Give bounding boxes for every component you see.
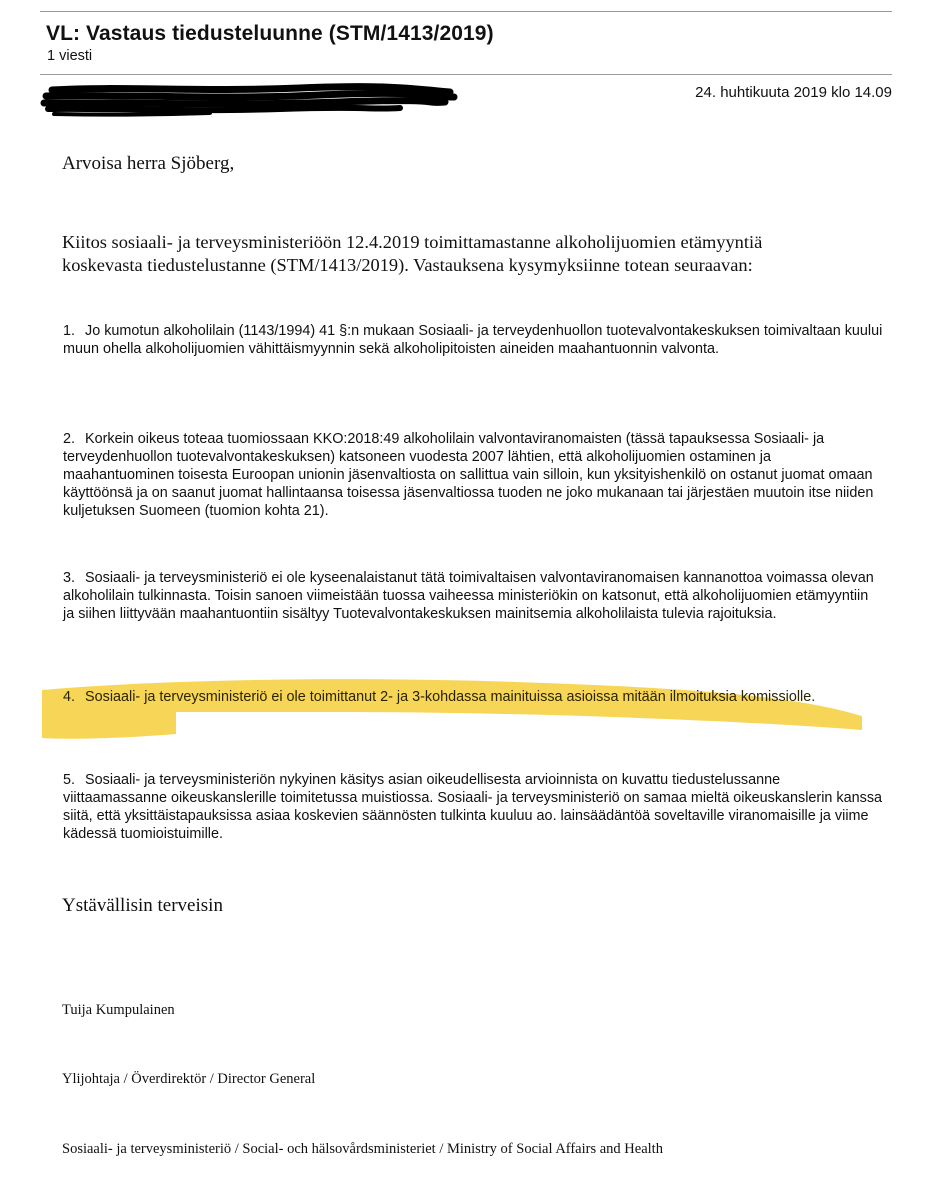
salutation: Arvoisa herra Sjöberg, <box>62 153 235 174</box>
email-subject: VL: Vastaus tiedusteluunne (STM/1413/2019) <box>46 22 494 45</box>
numbered-paragraph-1 <box>63 322 883 358</box>
header-divider <box>40 74 892 75</box>
paragraph-text: Jo kumotun alkoholilain (1143/1994) 41 §:n mukaan Sosiaali- ja terveydenhuollon tuotevalvontakeskuksen toimivaltaan kuului muun ohella alkoholijuomien vähittäismyynnin sekä alkoholipitoisten aineiden maahantuonnin valvonta. <box>63 323 883 357</box>
paragraph-number: 2. <box>63 431 76 447</box>
paragraph-number: 1. <box>63 323 76 339</box>
closing-phrase: Ystävällisin terveisin <box>62 895 223 916</box>
numbered-paragraph-3 <box>63 569 883 623</box>
sender-redaction-scribble <box>40 82 460 118</box>
intro-paragraph: Kiitos sosiaali- ja terveysministeriöön 12.4.2019 toimittamastanne alkoholijuomien etämyyntiä koskevasta tiedustelustanne (STM/1413/2019). Vastauksena kysymyksiinne totean seuraavan: <box>62 232 763 275</box>
numbered-paragraph-4-highlighted <box>63 688 883 706</box>
numbered-paragraph-2 <box>63 430 883 520</box>
signature-name: Tuija Kumpulainen <box>62 1002 175 1018</box>
header-divider-top <box>40 11 892 12</box>
paragraph-number: 3. <box>63 570 76 586</box>
paragraph-text: Sosiaali- ja terveysministeriö ei ole toimittanut 2- ja 3-kohdassa mainituissa asioissa mitään ilmoituksia komissiolle. <box>85 689 816 705</box>
paragraph-text: Sosiaali- ja terveysministeriö ei ole kyseenalaistanut tätä toimivaltaisen valvontaviranomaisen kannanottoa voimassa olevan alkoholilain tulkinnasta. Toisin sanoen viimeistään tuossa vaiheessa ministeriökin on katsonut, että alkoholijuomien etämyyntiin ja siihen liittyvään maahantuontiin sisältyy Tuotevalvontakeskuksen mainitsemia alkoholilaista tulevia rajoituksia. <box>63 570 874 622</box>
numbered-paragraph-5 <box>63 771 883 843</box>
signature-organization: Sosiaali- ja terveysministeriö / Social- och hälsovårdsministeriet / Ministry of Social Affairs and Health <box>62 1141 663 1157</box>
signature-title: Ylijohtaja / Överdirektör / Director General <box>62 1071 316 1087</box>
email-date: 24. huhtikuuta 2019 klo 14.09 <box>695 84 892 101</box>
paragraph-text: Korkein oikeus toteaa tuomiossaan KKO:2018:49 alkoholilain valvontaviranomaisten (tässä tapauksessa Sosiaali- ja terveydenhuollon tuotevalvontakeskuksen) katsoneen vuodesta 2007 lähtien, että alkoholijuomien ostaminen ja maahantuominen toisesta Euroopan unionin jäsenvaltiosta on sallittua vain silloin, kun yksityishenkilö on ostanut juomat omaan käyttöönsä ja on saanut juomat hallintaansa toisessa jäsenvaltiossa tuoden ne joko mukanaan tai järjestäen muutoin itse niiden kuljetuksen Suomeen (tuomion kohta 21). <box>63 431 874 519</box>
highlighter-mark <box>36 668 868 748</box>
paragraph-number: 4. <box>63 689 76 705</box>
paragraph-text: Sosiaali- ja terveysministeriön nykyinen käsitys asian oikeudellisesta arvioinnista on kuvattu tiedustelussanne viittaamassanne oikeuskanslerille toimitetussa muistiossa. Sosiaali- ja terveysministeriö on samaa mieltä oikeuskanslerin kanssa siitä, että yksittäistapauksissa asiaa koskevien säännösten tulkinta kuuluu ao. lainsäädäntöä soveltaville viranomaisille ja viime kädessä tuomioistuimille. <box>63 772 883 842</box>
paragraph-number: 5. <box>63 772 76 788</box>
message-count: 1 viesti <box>47 48 93 64</box>
